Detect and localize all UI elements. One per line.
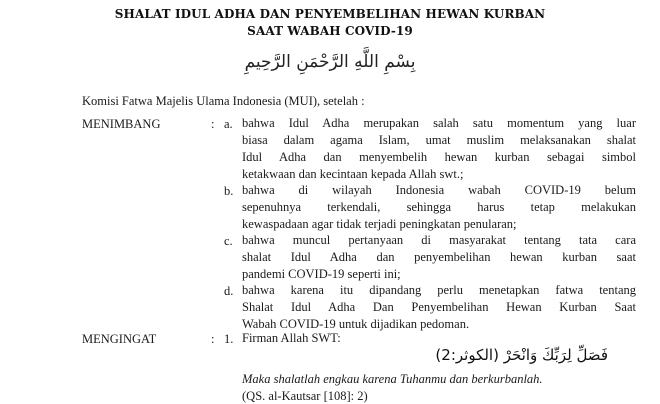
menimbang-item-a-marker: a. <box>224 117 233 131</box>
menimbang-item-c-marker: c. <box>224 234 233 248</box>
mengingat-label: MENGINGAT <box>82 332 157 346</box>
menimbang-item-c-line: pandemi COVID-19 seperti ini; <box>242 267 401 281</box>
quran-verse-reference: (QS. al-Kautsar [108]: 2) <box>242 389 368 403</box>
document-title-line-2: SAAT WABAH COVID-19 <box>247 24 413 38</box>
menimbang-item-a-line: biasa dalam agama Islam, umat muslim melaksanakan shalat <box>242 133 636 147</box>
menimbang-item-d-line: Wabah COVID-19 untuk dijadikan pedoman. <box>242 317 470 331</box>
basmalah-calligraphy: بِسْمِ اللَّهِ الرَّحْمَنِ الرَّحِيمِ <box>244 52 416 72</box>
menimbang-item-a-line: Idul Adha dan menyembelih hewan kurban sebagai simbol <box>242 150 636 164</box>
menimbang-item-a-line: ketakwaan dan kecintaan kepada Allah swt.; <box>242 167 464 181</box>
mengingat-item-1-marker: 1. <box>224 332 234 346</box>
intro-text: Komisi Fatwa Majelis Ulama Indonesia (MUI), setelah : <box>82 94 365 108</box>
menimbang-label: MENIMBANG <box>82 117 161 131</box>
menimbang-item-b-line: bahwa di wilayah Indonesia wabah COVID-19 belum <box>242 183 636 197</box>
menimbang-item-b-line: sepenuhnya terkendali, sehingga harus tetap melakukan <box>242 200 636 214</box>
menimbang-item-d-line: Shalat Idul Adha Dan Penyembelihan Hewan Kurban Saat <box>242 300 636 314</box>
quran-verse-translation: Maka shalatlah engkau karena Tuhanmu dan berkurbanlah. <box>242 372 543 386</box>
quran-verse-arabic: فَصَلِّ لِرَبِّكَ وَانْحَرْ (الكوثر:2) <box>435 346 608 364</box>
menimbang-item-c-line: bahwa muncul pertanyaan di masyarakat tentang tata cara <box>242 233 636 247</box>
menimbang-item-d-line: bahwa karena itu dipandang perlu menetapkan fatwa tentang <box>242 283 636 297</box>
menimbang-item-d-marker: d. <box>224 284 234 298</box>
mengingat-item-1-text: Firman Allah SWT: <box>242 331 341 345</box>
menimbang-item-b-marker: b. <box>224 184 234 198</box>
menimbang-item-b-line: kewaspadaan agar tidak terjadi peningkatan penularan; <box>242 217 517 231</box>
document-title-line-1: SHALAT IDUL ADHA DAN PENYEMBELIHAN HEWAN KURBAN <box>114 7 546 21</box>
menimbang-item-a-line: bahwa Idul Adha merupakan salah satu momentum yang luar <box>242 116 636 130</box>
mengingat-colon: : <box>211 332 215 346</box>
menimbang-colon: : <box>211 117 215 131</box>
menimbang-item-c-line: shalat Idul Adha dan penyembelihan hewan kurban saat <box>242 250 636 264</box>
